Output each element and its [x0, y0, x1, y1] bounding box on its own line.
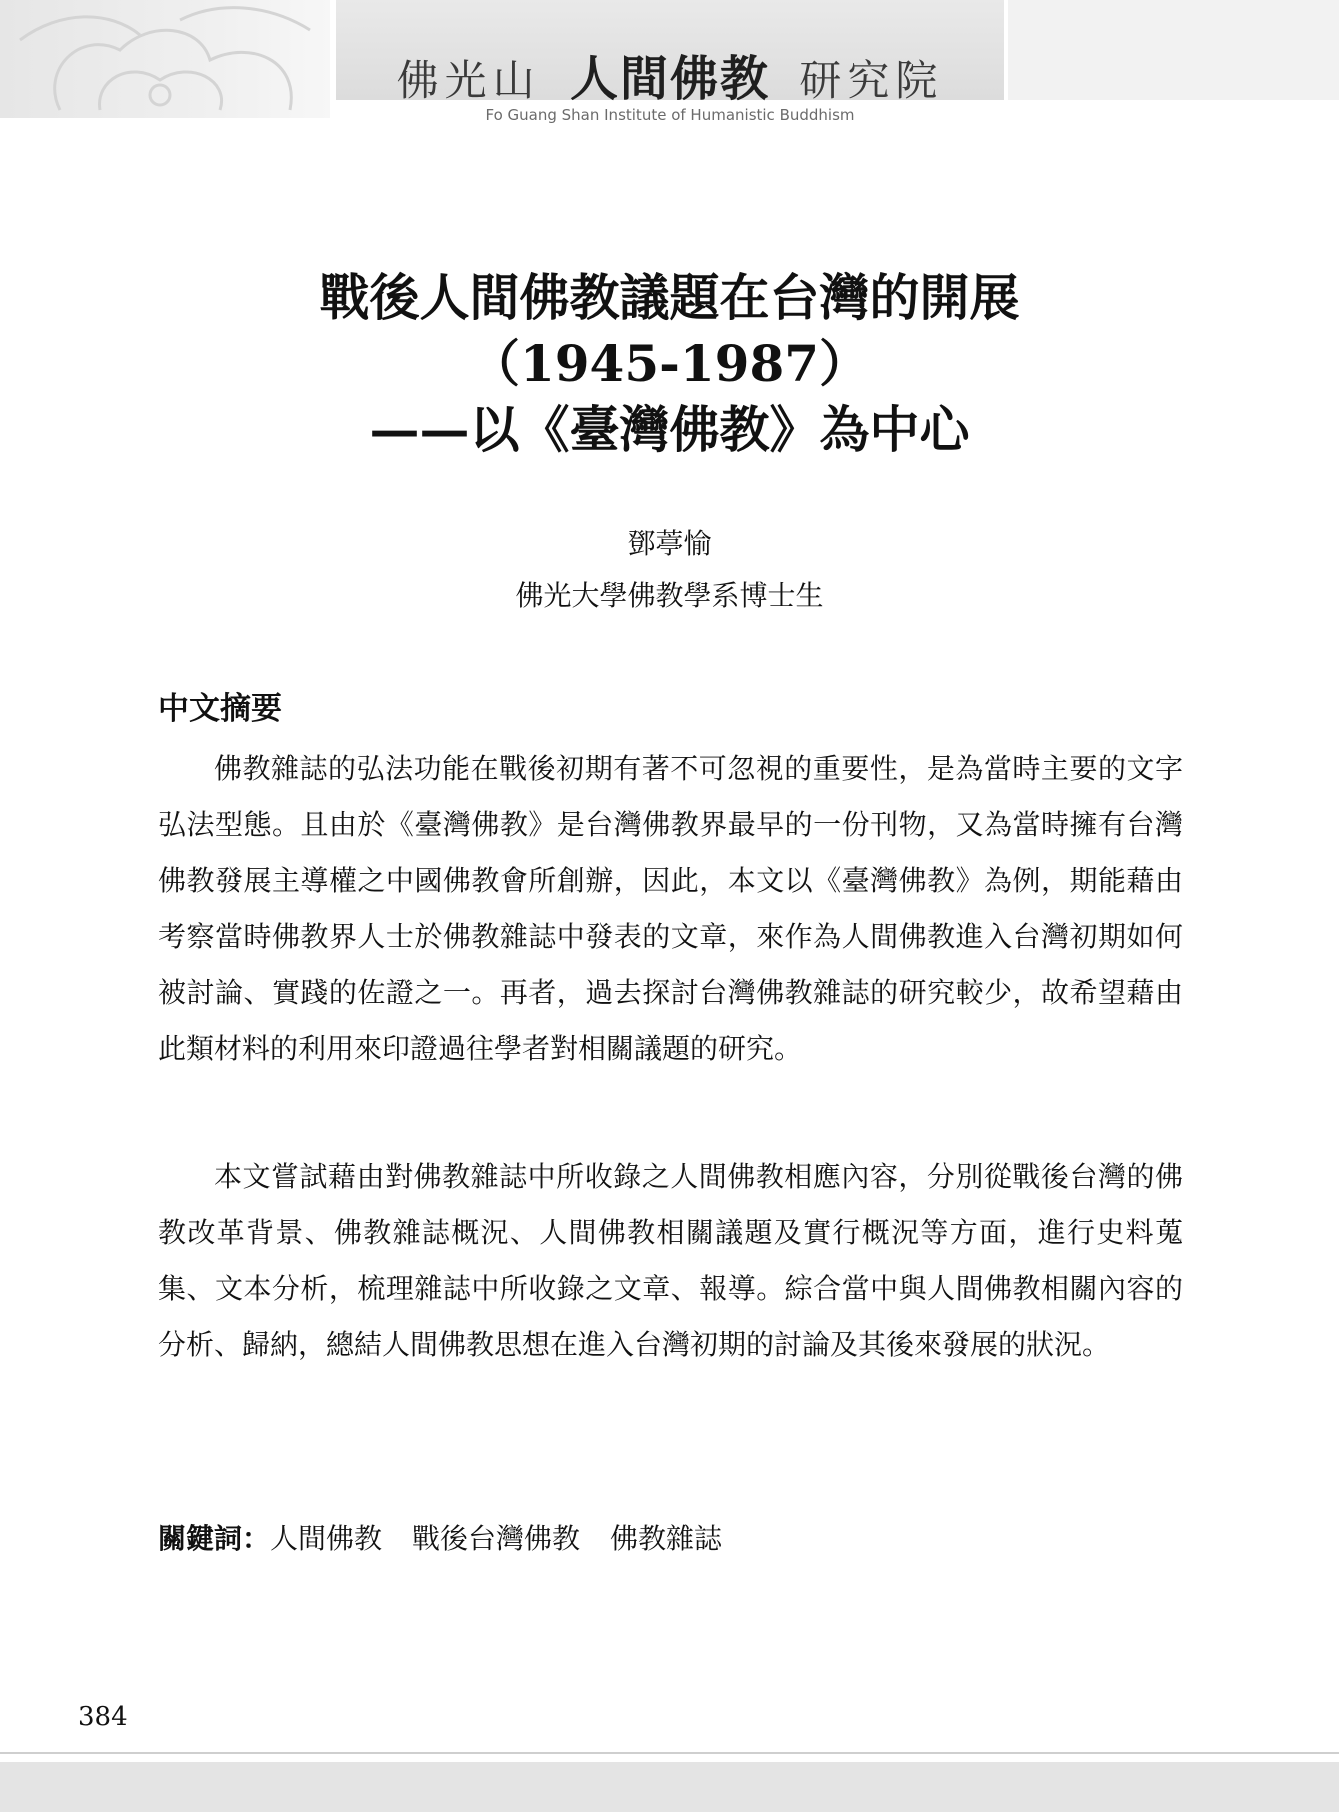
header-right-band — [1008, 0, 1339, 100]
institute-name — [336, 40, 1004, 109]
title-line-3: ——以《臺灣佛教》為中心 — [369, 400, 970, 459]
institute-logo-text: 人間佛教 — [569, 51, 770, 107]
abstract-heading: 中文摘要 — [158, 691, 282, 727]
keywords — [158, 1517, 752, 1557]
institute-name-right: 研究院 — [799, 56, 944, 105]
page-header — [0, 0, 1339, 124]
footer-divider — [0, 1752, 1339, 1754]
keywords-label: 關鍵詞： — [158, 1522, 271, 1555]
author-name: 鄧葶愉 — [627, 527, 712, 560]
paper-title — [120, 265, 1219, 463]
lotus-decoration — [0, 0, 330, 118]
keyword-item: 戰後台灣佛教 — [412, 1522, 581, 1555]
author-affiliation: 佛光大學佛教學系博士生 — [515, 579, 824, 612]
abstract-paragraph: 佛教雜誌的弘法功能在戰後初期有著不可忽視的重要性，是為當時主要的文字弘法型態。且由於《臺灣佛教》是台灣佛教界最早的一份刊物，又為當時擁有台灣佛教發展主導權之中國佛教會所創辦，因此，本文以《臺灣佛教》為例，期能藉由考察當時佛教界人士於佛教雜誌中發表的文章，來作為人間佛教進入台灣初期如何被討論、實踐的佐證之一。再者，過去探討台灣佛教雜誌的研究較少，故希望藉由此類材料的利用來印證過往學者對相關議題的研究。 — [158, 752, 1183, 1065]
institute-english-name: Fo Guang Shan Institute of Humanistic Buddhism — [485, 106, 855, 124]
keyword-item: 佛教雜誌 — [610, 1522, 723, 1555]
footer-band — [0, 1762, 1339, 1812]
title-line-1: 戰後人間佛教議題在台灣的開展 — [319, 268, 1020, 327]
lotus-icon — [0, 0, 330, 118]
page-number: 384 — [78, 1702, 128, 1732]
keyword-item: 人間佛教 — [270, 1522, 383, 1555]
institute-name-left: 佛光山 — [396, 56, 541, 105]
abstract-paragraph: 本文嘗試藉由對佛教雜誌中所收錄之人間佛教相應內容，分別從戰後台灣的佛教改革背景、佛教雜誌概況、人間佛教相關議題及實行概況等方面，進行史料蒐集、文本分析，梳理雜誌中所收錄之文章、報導。綜合當中與人間佛教相關內容的分析、歸納，總結人間佛教思想在進入台灣初期的討論及其後來發展的狀況。 — [158, 1160, 1183, 1361]
title-line-2: （1945-1987） — [469, 334, 870, 393]
